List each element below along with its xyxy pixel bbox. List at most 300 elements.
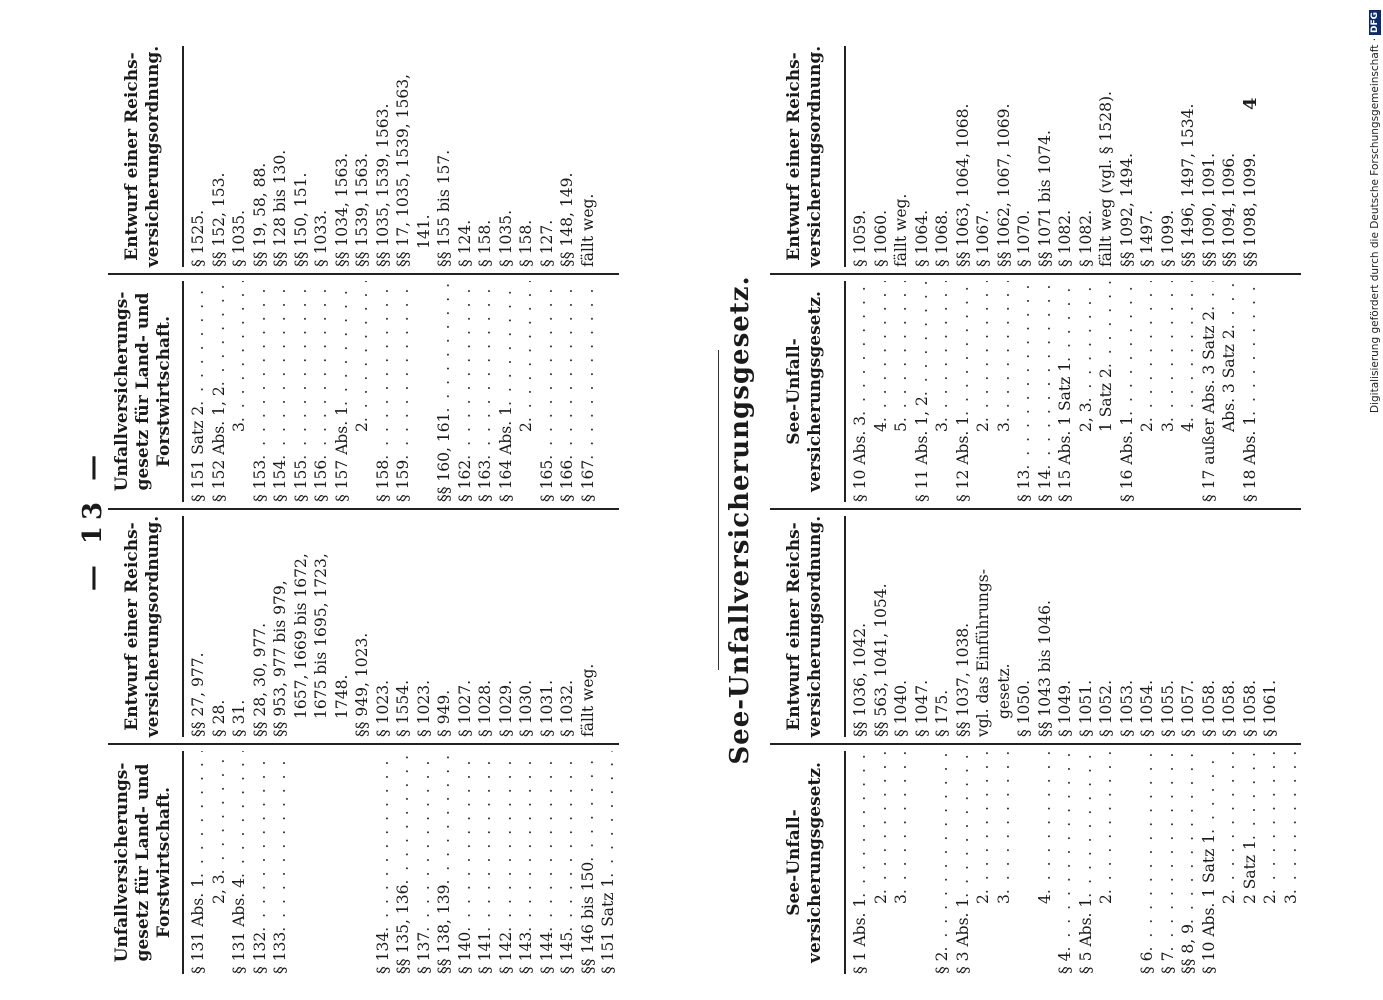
dot-leader	[1199, 751, 1220, 834]
table-row	[352, 751, 373, 974]
t2-col-rvo-right	[770, 40, 1301, 275]
dot-leader	[475, 281, 496, 460]
table-row	[393, 516, 414, 737]
cell-text: § 1023.	[414, 679, 433, 737]
dot-leader	[912, 751, 933, 974]
table-row	[188, 281, 209, 502]
cell-text: 1657, 1669 bis 1672,	[291, 553, 310, 719]
cell-text: § 159	[394, 459, 412, 502]
cell-text: § 949.	[435, 689, 453, 737]
page-number: — 13 —	[78, 448, 108, 592]
table-row	[1117, 751, 1138, 974]
table-row	[932, 516, 953, 737]
table-row	[891, 281, 912, 502]
table-row	[373, 751, 394, 974]
cell-text: 2	[974, 894, 992, 904]
cell-text: § 155	[291, 459, 310, 502]
table-row	[393, 46, 414, 267]
table-row	[270, 46, 291, 267]
table-row	[1240, 281, 1261, 502]
cell-text: § 1082.	[1076, 209, 1095, 267]
dot-leader	[1240, 281, 1261, 416]
dot-leader	[578, 751, 599, 862]
table-row	[598, 516, 619, 737]
dot-leader	[332, 751, 353, 974]
cell-text: 2 Satz 1	[1240, 840, 1259, 904]
cell-text: § 1058.	[1220, 679, 1238, 737]
cell-text: §§ 17, 1035, 1539, 1563,	[394, 74, 412, 267]
table-row	[291, 751, 312, 974]
cell-text: § 12 Abs. 1	[953, 415, 972, 502]
t2-col-rvo-left	[770, 510, 1301, 745]
cell-text: 2, 3	[1076, 402, 1095, 432]
table-row	[578, 516, 599, 737]
cell-text: 3	[1281, 894, 1300, 904]
cell-text: 1675 bis 1695, 1723,	[312, 553, 330, 719]
dot-leader	[1014, 751, 1035, 974]
cell-text: 3	[1158, 422, 1177, 432]
dfg-logo: DFG	[1370, 12, 1380, 34]
dot-leader	[1281, 281, 1302, 502]
table-row	[332, 281, 353, 502]
column-header: See-Unfall- versicherungsgesetz.	[770, 281, 846, 502]
cell-text: §§ 1037, 1038.	[953, 622, 972, 737]
table-row	[393, 751, 414, 974]
dot-leader	[912, 281, 933, 396]
cell-text: 4	[1035, 894, 1054, 904]
table-row	[994, 46, 1015, 267]
dot-leader	[373, 751, 394, 932]
column-rows	[184, 751, 619, 974]
table-row	[1014, 516, 1035, 737]
column-rows	[184, 46, 619, 267]
table-row	[537, 281, 558, 502]
cell-text: fällt weg.	[892, 193, 910, 267]
table-row	[1158, 751, 1179, 974]
dot-leader	[1096, 751, 1117, 894]
dot-leader	[932, 281, 953, 422]
table-row	[209, 46, 230, 267]
cell-text: vgl. das Einführungs-	[974, 569, 992, 737]
cell-text: § 15 Abs. 1 Satz 1	[1056, 361, 1074, 502]
cell-text: §§ 8, 9	[1179, 923, 1197, 974]
table-row	[434, 281, 455, 502]
table-row	[973, 46, 994, 267]
dot-leader	[1178, 281, 1199, 422]
table-row	[1158, 281, 1179, 502]
cell-text: § 156	[312, 459, 330, 502]
cell-text: 3	[994, 894, 1013, 904]
table-row	[1178, 751, 1199, 974]
t1-col-rvo-left	[108, 510, 619, 745]
dot-leader	[994, 281, 1015, 422]
cell-text: § 154	[271, 459, 289, 502]
table-row	[209, 281, 230, 502]
cell-text: 3	[892, 894, 910, 904]
table-row	[1014, 46, 1035, 267]
t2-col-suvg-right	[770, 275, 1301, 510]
cell-text: §§ 953, 977 bis 979,	[271, 580, 289, 737]
dot-leader	[1260, 751, 1281, 894]
dot-leader	[1076, 281, 1097, 402]
dot-leader	[1137, 751, 1158, 951]
dot-leader	[871, 281, 892, 422]
dot-leader	[414, 281, 435, 502]
cell-text: § 31.	[230, 699, 248, 737]
dot-leader	[311, 751, 332, 974]
table-row	[1055, 46, 1076, 267]
table-row	[352, 46, 373, 267]
dfg-credit	[1367, 10, 1383, 414]
table-row	[414, 751, 435, 974]
table-row	[291, 281, 312, 502]
cell-text: 2	[517, 422, 535, 432]
cell-text: §§ 1094, 1096.	[1220, 152, 1238, 267]
table-row	[516, 751, 537, 974]
cell-text: § 153	[250, 459, 269, 502]
dot-leader	[557, 751, 578, 932]
cell-text: § 131 Abs. 1	[189, 878, 207, 974]
cell-text: § 13	[1015, 469, 1033, 502]
cell-text: § 1055.	[1158, 679, 1177, 737]
cell-text: § 28.	[209, 699, 228, 737]
cell-text: § 1054.	[1138, 679, 1156, 737]
table-row	[994, 516, 1015, 737]
table-row	[1178, 281, 1199, 502]
table-row	[455, 516, 476, 737]
table-row	[871, 281, 892, 502]
table-row	[557, 46, 578, 267]
column-rows	[846, 516, 1301, 737]
dot-leader	[994, 751, 1015, 894]
dot-leader	[953, 281, 974, 416]
dot-leader	[1076, 751, 1097, 898]
table-row	[1035, 516, 1056, 737]
cell-text: § 4	[1056, 951, 1074, 974]
table-row	[1158, 46, 1179, 267]
cell-text: 3	[994, 422, 1013, 432]
cell-text: § 1023.	[373, 679, 392, 737]
table-row	[1199, 281, 1220, 502]
cell-text: § 143	[517, 931, 535, 974]
cell-text: § 1029.	[496, 679, 515, 737]
table-row	[1117, 46, 1138, 267]
cell-text: §§ 138, 139	[435, 884, 453, 974]
table-row	[311, 516, 332, 737]
t2-col-suvg-left	[770, 745, 1301, 980]
column-rows	[846, 751, 1301, 974]
table-row	[311, 46, 332, 267]
cell-text: § 151 Satz 1	[599, 877, 617, 974]
table-row	[1035, 46, 1056, 267]
table-row	[332, 516, 353, 737]
dot-leader	[850, 281, 871, 416]
table-row	[209, 516, 230, 737]
dot-leader	[537, 281, 558, 460]
table-row	[973, 751, 994, 974]
table-row	[1117, 281, 1138, 502]
table-row	[557, 281, 578, 502]
table-row	[912, 516, 933, 737]
table-row	[393, 281, 414, 502]
cell-text: §§ 128 bis 130.	[271, 149, 289, 267]
table-row	[578, 46, 599, 267]
column-header: See-Unfall- versicherungsgesetz.	[770, 751, 846, 974]
dot-leader	[1260, 281, 1281, 502]
table-row	[516, 281, 537, 502]
dot-leader	[891, 751, 912, 894]
cell-text: § 158.	[517, 219, 535, 267]
cell-text: § 1047.	[912, 679, 931, 737]
cell-text: § 1035.	[230, 209, 248, 267]
table-row	[291, 516, 312, 737]
table-row	[578, 751, 599, 974]
table-row	[1260, 751, 1281, 974]
cell-text: fällt weg (vgl. § 1528).	[1097, 91, 1115, 267]
table-row	[953, 281, 974, 502]
cell-text: § 1058.	[1199, 679, 1218, 737]
cell-text: §§ 1496, 1497, 1534.	[1179, 103, 1197, 267]
dot-leader	[1117, 751, 1138, 974]
cell-text: §§ 28, 30, 977.	[250, 622, 269, 737]
dot-leader	[932, 751, 953, 951]
table-row	[1096, 516, 1117, 737]
t1-col-uvg-right	[108, 275, 619, 510]
table-row	[1240, 516, 1261, 737]
cell-text: §§ 1539, 1563.	[353, 152, 371, 267]
cell-text: § 145	[558, 931, 576, 974]
table-row	[932, 751, 953, 974]
cell-text: § 157 Abs. 1	[332, 406, 351, 502]
cell-text: § 10 Abs. 1 Satz 1	[1199, 833, 1218, 974]
t1-col-rvo-right	[108, 40, 619, 275]
cell-text: § 1033.	[312, 209, 330, 267]
dot-leader	[871, 751, 892, 894]
dot-leader	[1055, 281, 1076, 362]
table-row	[598, 751, 619, 974]
table-row	[1240, 46, 1261, 267]
cell-text: §§ 150, 151.	[291, 172, 310, 267]
column-header: Entwurf einer Reichs- versicherungsordnung.	[108, 46, 184, 267]
dot-leader	[188, 751, 209, 878]
dot-leader	[229, 281, 250, 422]
column-header: Entwurf einer Reichs- versicherungsordnung.	[108, 516, 184, 737]
cell-text: 1748.	[332, 674, 351, 719]
dot-leader	[891, 281, 912, 422]
dot-leader	[598, 751, 619, 878]
cell-text: § 1070.	[1015, 209, 1033, 267]
table-row	[1055, 751, 1076, 974]
table-row	[250, 281, 271, 502]
table-row	[953, 46, 974, 267]
table-row	[1199, 46, 1220, 267]
table-row	[578, 281, 599, 502]
cell-text: § 1035.	[496, 209, 515, 267]
concordance-table-land-forst	[108, 40, 619, 980]
table-row	[1199, 751, 1220, 974]
cell-text: § 17 außer Abs. 3 Satz 2	[1199, 310, 1218, 502]
table-row	[373, 281, 394, 502]
cell-text: §§ 160, 161	[435, 412, 453, 502]
cell-text: 2	[1097, 894, 1115, 904]
cell-text: § 1040.	[892, 679, 910, 737]
cell-text: § 163	[476, 459, 494, 502]
table-row	[1055, 281, 1076, 502]
cell-text: § 1053.	[1117, 679, 1136, 737]
table-row	[1055, 516, 1076, 737]
table-row	[1178, 516, 1199, 737]
table-row	[352, 281, 373, 502]
credit-text: Digitalisierung gefördert durch die Deutsche Forschungsgemeinschaft ·	[1369, 38, 1381, 414]
cell-text: 2, 3	[209, 874, 228, 904]
dot-leader	[516, 281, 537, 422]
dot-leader	[973, 281, 994, 422]
table-row	[850, 281, 871, 502]
dot-leader	[373, 281, 394, 460]
dot-leader	[291, 751, 312, 974]
table-row	[434, 46, 455, 267]
table-row	[973, 281, 994, 502]
table-row	[1137, 516, 1158, 737]
cell-text: § 1 Abs. 1	[851, 897, 869, 974]
cell-text: § 132	[250, 931, 269, 974]
table-row	[1137, 46, 1158, 267]
cell-text: §§ 1062, 1067, 1069.	[994, 103, 1013, 267]
table-row	[891, 751, 912, 974]
table-row	[1281, 46, 1302, 267]
dot-leader	[455, 281, 476, 460]
cell-text: §§ 1092, 1494.	[1117, 152, 1136, 267]
cell-text: 3	[933, 422, 951, 432]
table-row	[1219, 751, 1240, 974]
table-row	[188, 516, 209, 737]
cell-text: fällt weg.	[578, 193, 597, 267]
cell-text: §§ 155 bis 157.	[435, 149, 453, 267]
dot-leader	[598, 281, 619, 502]
table-row	[496, 281, 517, 502]
table-row	[871, 751, 892, 974]
table-row	[1076, 516, 1097, 737]
cell-text: § 18 Abs. 1	[1240, 415, 1259, 502]
cell-text: § 1049.	[1056, 679, 1074, 737]
cell-text: §§ 1071 bis 1074.	[1035, 130, 1054, 267]
table-row	[414, 281, 435, 502]
table-row	[311, 281, 332, 502]
cell-text: § 166	[558, 459, 576, 502]
table-row	[1260, 516, 1281, 737]
dot-leader	[1035, 751, 1056, 894]
table-row	[1260, 281, 1281, 502]
table-row	[994, 281, 1015, 502]
dot-leader	[475, 751, 496, 932]
cell-text: § 1052.	[1097, 679, 1115, 737]
cell-text: § 140	[455, 931, 474, 974]
cell-text: §§ 148, 149.	[558, 172, 576, 267]
table-row	[188, 46, 209, 267]
dot-leader	[1158, 751, 1179, 951]
cell-text: gesetz.	[994, 663, 1013, 719]
cell-text: § 137	[414, 931, 433, 974]
table-row	[1096, 281, 1117, 502]
table-row	[953, 516, 974, 737]
dot-leader	[270, 751, 291, 932]
dot-leader	[352, 751, 373, 974]
cell-text: § 162	[455, 459, 474, 502]
table-row	[1117, 516, 1138, 737]
table-row	[557, 516, 578, 737]
table-row	[871, 46, 892, 267]
cell-text: § 1059.	[851, 209, 869, 267]
dot-leader	[1158, 281, 1179, 422]
table-row	[1178, 46, 1199, 267]
table-row	[475, 516, 496, 737]
table-row	[475, 46, 496, 267]
table-row	[209, 751, 230, 974]
table-row	[455, 46, 476, 267]
cell-text: 5	[892, 422, 910, 432]
table-row	[434, 516, 455, 737]
dot-leader	[1117, 281, 1138, 416]
cell-text: § 1032.	[558, 679, 576, 737]
cell-text: § 175.	[933, 689, 951, 737]
table-row	[414, 46, 435, 267]
cell-text: § 1061.	[1261, 679, 1279, 737]
table-row	[352, 516, 373, 737]
column-rows	[184, 516, 619, 737]
t1-col-uvg-left	[108, 745, 619, 980]
cell-text: 2	[1138, 422, 1156, 432]
table-row	[496, 516, 517, 737]
cell-text: § 1099.	[1158, 209, 1177, 267]
cell-text: § 16 Abs. 1	[1117, 415, 1136, 502]
table-row	[932, 46, 953, 267]
dot-leader	[291, 281, 312, 460]
table-row	[1240, 751, 1261, 974]
cell-text: fällt weg.	[578, 663, 597, 737]
cell-text: 1 Satz 2	[1097, 368, 1115, 432]
table-row	[912, 281, 933, 502]
dot-leader	[1035, 281, 1056, 470]
cell-text: § 1064.	[912, 209, 931, 267]
cell-text: § 142	[496, 931, 515, 974]
cell-text: §§ 1098, 1099.	[1240, 152, 1259, 267]
cell-text: § 1525.	[189, 209, 207, 267]
dot-leader	[1199, 281, 1220, 311]
cell-text: § 144	[537, 931, 556, 974]
dot-leader	[1281, 751, 1302, 894]
table-row	[598, 46, 619, 267]
table-row	[850, 46, 871, 267]
table-row	[434, 751, 455, 974]
cell-text: § 6	[1138, 951, 1156, 974]
cell-text: §§ 19, 58, 88.	[250, 162, 269, 267]
cell-text: § 11 Abs. 1, 2	[912, 396, 931, 502]
dot-leader	[1096, 281, 1117, 368]
table-row	[1158, 516, 1179, 737]
table-row	[1219, 46, 1240, 267]
table-row	[1035, 281, 1056, 502]
table-row	[373, 516, 394, 737]
dot-leader	[209, 281, 230, 386]
table-row	[270, 281, 291, 502]
table-row	[891, 46, 912, 267]
table-row	[414, 516, 435, 737]
concordance-table-see-unfall	[770, 40, 1301, 980]
table-row	[1076, 281, 1097, 502]
cell-text: § 167	[578, 459, 597, 502]
table-row	[475, 751, 496, 974]
table-row	[1219, 281, 1240, 502]
